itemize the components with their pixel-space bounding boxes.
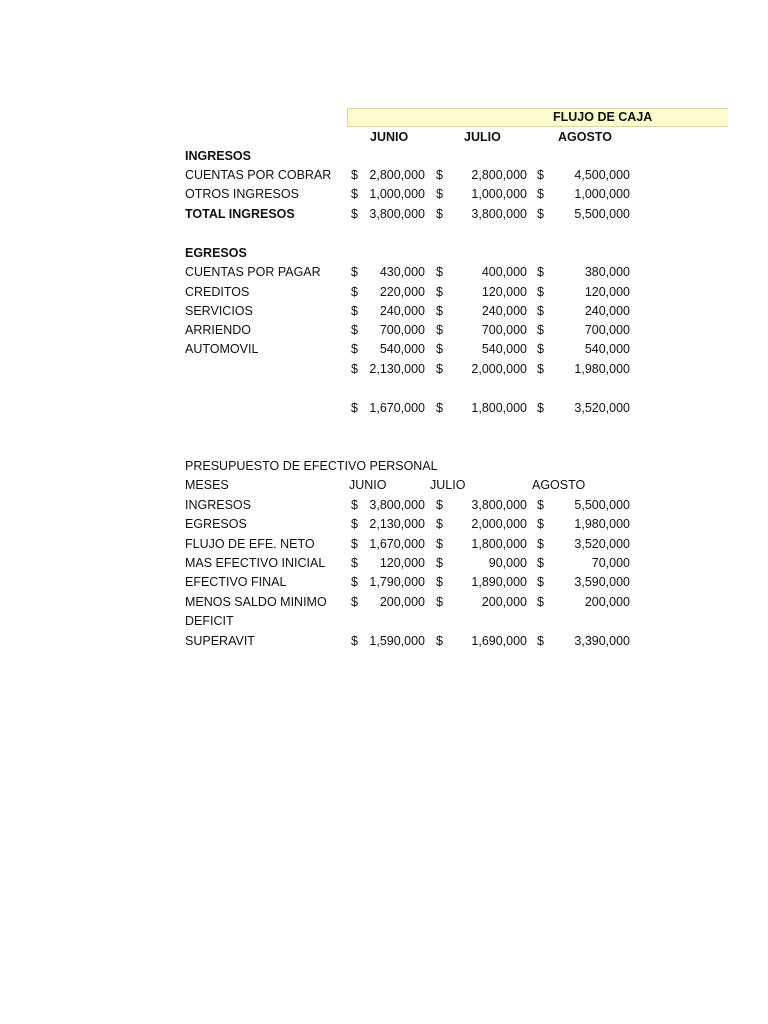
row-label: CREDITOS [185, 285, 250, 299]
currency-symbol: $ [351, 634, 358, 648]
cell-julio: 1,800,000 [471, 401, 527, 415]
cell-julio: 540,000 [481, 342, 527, 356]
cell-julio: 3,800,000 [471, 207, 527, 221]
cell-junio: 120,000 [379, 556, 425, 570]
currency-symbol: $ [537, 207, 544, 221]
currency-symbol: $ [537, 517, 544, 531]
cell-agosto: 4,500,000 [574, 168, 630, 182]
cell-julio: 90,000 [488, 556, 527, 570]
currency-symbol: $ [351, 207, 358, 221]
currency-symbol: $ [351, 265, 358, 279]
cell-junio: 540,000 [379, 342, 425, 356]
row-label: MENOS SALDO MINIMO [185, 595, 327, 609]
row-label: FLUJO DE EFE. NETO [185, 537, 315, 551]
cell-julio: 700,000 [481, 323, 527, 337]
table-row [0, 537, 768, 555]
row-label: CUENTAS POR PAGAR [185, 265, 321, 279]
cell-agosto: 240,000 [584, 304, 630, 318]
flujo-title-band [347, 108, 728, 127]
table-row [0, 323, 768, 341]
cell-julio: 400,000 [481, 265, 527, 279]
currency-symbol: $ [537, 595, 544, 609]
currency-symbol: $ [436, 401, 443, 415]
currency-symbol: $ [351, 498, 358, 512]
currency-symbol: $ [351, 342, 358, 356]
total-egresos-row [0, 362, 768, 380]
currency-symbol: $ [436, 187, 443, 201]
cell-agosto: 3,390,000 [574, 634, 630, 648]
currency-symbol: $ [351, 304, 358, 318]
currency-symbol: $ [351, 323, 358, 337]
currency-symbol: $ [537, 401, 544, 415]
table-row [0, 634, 768, 652]
cell-julio: 2,000,000 [471, 517, 527, 531]
ingresos-label: INGRESOS [185, 149, 251, 163]
cell-agosto: 1,980,000 [574, 362, 630, 376]
table-row [0, 207, 768, 225]
currency-symbol: $ [537, 323, 544, 337]
presupuesto-month-header-row [0, 478, 768, 496]
currency-symbol: $ [436, 556, 443, 570]
meses-label: MESES [185, 478, 229, 492]
currency-symbol: $ [351, 362, 358, 376]
table-row [0, 595, 768, 613]
cell-agosto: 380,000 [584, 265, 630, 279]
cell-junio: 3,800,000 [369, 207, 425, 221]
cell-agosto: 1,980,000 [574, 517, 630, 531]
cell-junio: 1,790,000 [369, 575, 425, 589]
presupuesto-title-row [0, 459, 768, 477]
currency-symbol: $ [351, 517, 358, 531]
cell-agosto: 5,500,000 [574, 207, 630, 221]
cell-agosto: 540,000 [584, 342, 630, 356]
currency-symbol: $ [436, 575, 443, 589]
cell-junio: 430,000 [379, 265, 425, 279]
currency-symbol: $ [537, 285, 544, 299]
currency-symbol: $ [351, 575, 358, 589]
row-label: INGRESOS [185, 498, 251, 512]
row-label: CUENTAS POR COBRAR [185, 168, 332, 182]
currency-symbol: $ [537, 634, 544, 648]
cell-junio: 200,000 [379, 595, 425, 609]
cell-agosto: 700,000 [584, 323, 630, 337]
table-row [0, 187, 768, 205]
cell-agosto: 3,520,000 [574, 401, 630, 415]
table-row [0, 556, 768, 574]
row-label: ARRIENDO [185, 323, 251, 337]
cell-julio: 1,690,000 [471, 634, 527, 648]
cell-julio: 1,800,000 [471, 537, 527, 551]
ingresos-section-header [0, 149, 768, 167]
neto-row [0, 401, 768, 419]
cell-junio: 700,000 [379, 323, 425, 337]
month-header-julio: JULIO [464, 130, 501, 144]
cell-julio: 1,000,000 [471, 187, 527, 201]
currency-symbol: $ [436, 168, 443, 182]
cell-agosto: 200,000 [584, 595, 630, 609]
cell-junio: 220,000 [379, 285, 425, 299]
row-label: SERVICIOS [185, 304, 253, 318]
cell-junio: 2,130,000 [369, 517, 425, 531]
row-label: MAS EFECTIVO INICIAL [185, 556, 326, 570]
currency-symbol: $ [537, 342, 544, 356]
currency-symbol: $ [436, 304, 443, 318]
cell-agosto: 5,500,000 [574, 498, 630, 512]
currency-symbol: $ [436, 595, 443, 609]
cell-julio: 120,000 [481, 285, 527, 299]
cell-junio: 1,000,000 [369, 187, 425, 201]
row-label: SUPERAVIT [185, 634, 255, 648]
row-label: OTROS INGRESOS [185, 187, 299, 201]
table-row [0, 168, 768, 186]
flujo-title: FLUJO DE CAJA [553, 110, 653, 124]
currency-symbol: $ [436, 265, 443, 279]
row-label: AUTOMOVIL [185, 342, 259, 356]
currency-symbol: $ [436, 342, 443, 356]
table-row [0, 342, 768, 360]
month-header-agosto: AGOSTO [532, 478, 586, 492]
currency-symbol: $ [351, 401, 358, 415]
currency-symbol: $ [351, 187, 358, 201]
currency-symbol: $ [537, 187, 544, 201]
currency-symbol: $ [436, 537, 443, 551]
month-header-agosto: AGOSTO [558, 130, 612, 144]
cell-junio: 1,670,000 [369, 401, 425, 415]
cell-julio: 2,800,000 [471, 168, 527, 182]
cell-agosto: 70,000 [591, 556, 630, 570]
currency-symbol: $ [537, 362, 544, 376]
cell-junio: 2,130,000 [369, 362, 425, 376]
currency-symbol: $ [537, 575, 544, 589]
cell-agosto: 3,520,000 [574, 537, 630, 551]
currency-symbol: $ [351, 285, 358, 299]
cell-junio: 1,590,000 [369, 634, 425, 648]
cell-julio: 2,000,000 [471, 362, 527, 376]
table-row [0, 304, 768, 322]
table-row [0, 614, 768, 632]
cell-junio: 1,670,000 [369, 537, 425, 551]
currency-symbol: $ [537, 304, 544, 318]
cell-julio: 200,000 [481, 595, 527, 609]
egresos-section-header [0, 246, 768, 264]
cell-julio: 3,800,000 [471, 498, 527, 512]
currency-symbol: $ [436, 517, 443, 531]
currency-symbol: $ [436, 207, 443, 221]
currency-symbol: $ [537, 498, 544, 512]
row-label: EGRESOS [185, 517, 247, 531]
row-label: EFECTIVO FINAL [185, 575, 287, 589]
table-row [0, 498, 768, 516]
month-header-junio: JUNIO [349, 478, 387, 492]
table-row [0, 285, 768, 303]
cell-junio: 2,800,000 [369, 168, 425, 182]
row-label: TOTAL INGRESOS [185, 207, 295, 221]
cell-julio: 1,890,000 [471, 575, 527, 589]
table-row [0, 265, 768, 283]
cell-agosto: 120,000 [584, 285, 630, 299]
cell-julio: 240,000 [481, 304, 527, 318]
table-row [0, 575, 768, 593]
currency-symbol: $ [537, 556, 544, 570]
flujo-month-header-row [0, 130, 768, 148]
month-header-junio: JUNIO [370, 130, 409, 144]
cell-agosto: 3,590,000 [574, 575, 630, 589]
cell-junio: 240,000 [379, 304, 425, 318]
currency-symbol: $ [436, 323, 443, 337]
row-label: DEFICIT [185, 614, 234, 628]
currency-symbol: $ [436, 498, 443, 512]
month-header-julio: JULIO [430, 478, 466, 492]
currency-symbol: $ [351, 595, 358, 609]
egresos-label: EGRESOS [185, 246, 247, 260]
currency-symbol: $ [436, 362, 443, 376]
cell-agosto: 1,000,000 [574, 187, 630, 201]
currency-symbol: $ [436, 285, 443, 299]
currency-symbol: $ [351, 556, 358, 570]
table-row [0, 517, 768, 535]
currency-symbol: $ [436, 634, 443, 648]
currency-symbol: $ [351, 168, 358, 182]
cell-junio: 3,800,000 [369, 498, 425, 512]
presupuesto-title: PRESUPUESTO DE EFECTIVO PERSONAL [185, 459, 438, 473]
currency-symbol: $ [351, 537, 358, 551]
currency-symbol: $ [537, 537, 544, 551]
currency-symbol: $ [537, 168, 544, 182]
currency-symbol: $ [537, 265, 544, 279]
